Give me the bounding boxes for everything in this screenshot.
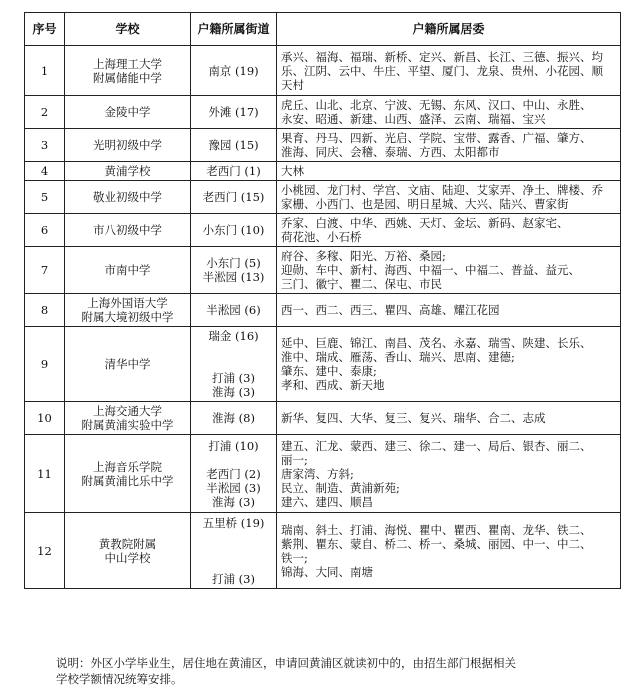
community-list xyxy=(277,162,621,181)
street-entry: 打浦 (3) xyxy=(212,371,255,385)
street-entry: 五里桥 (19) xyxy=(202,515,265,530)
row-number: 6 xyxy=(25,214,65,247)
street-list xyxy=(191,96,277,129)
school-name-line: 上海理工大学 xyxy=(93,56,162,71)
footnote xyxy=(56,655,616,687)
community-list xyxy=(277,181,621,214)
community-line: 府谷、多稼、阳光、万裕、桑园; xyxy=(281,249,446,263)
header-street: 户籍所属街道 xyxy=(191,13,277,46)
table-body xyxy=(25,46,621,589)
community-line: 淮中、瑞成、雁荡、香山、瑞兴、思南、建德; xyxy=(281,350,515,364)
street-list xyxy=(191,327,277,402)
table-row xyxy=(25,46,621,96)
street-entry: 半淞园 (6) xyxy=(206,303,261,317)
street-entry: 外滩 (17) xyxy=(208,105,259,119)
community-line: 建五、汇龙、蒙西、建三、徐二、建一、局后、银杏、丽二、 xyxy=(281,438,592,453)
community-line: 新华、复四、大华、复三、复兴、瑞华、合二、志成 xyxy=(281,411,546,425)
header-school: 学校 xyxy=(65,13,191,46)
school-name-line: 中山学校 xyxy=(104,550,151,565)
community-list xyxy=(277,214,621,247)
street-entry: 打浦 (10) xyxy=(208,438,259,453)
street-list xyxy=(191,247,277,294)
school-name-line: 黄浦学校 xyxy=(104,164,151,178)
street-spacer xyxy=(194,544,273,558)
row-number: 1 xyxy=(25,46,65,96)
community-line: 虎丘、山北、北京、宁波、无锡、东风、汉口、中山、永胜、 xyxy=(281,98,592,112)
street-spacer xyxy=(194,530,273,544)
table-row xyxy=(25,181,621,214)
community-line: 唐家湾、方斜; xyxy=(281,466,354,481)
school-name xyxy=(65,294,191,327)
school-name-line: 上海外国语大学 xyxy=(87,296,168,310)
school-name-line: 清华中学 xyxy=(104,357,151,371)
school-name xyxy=(65,46,191,96)
community-line: 大林 xyxy=(281,164,304,178)
community-line: 果育、丹马、四新、光启、学院、宝带、露香、广福、肇方、 xyxy=(281,131,592,145)
row-number: 4 xyxy=(25,162,65,181)
community-line: 延中、巨鹿、锦江、南昌、茂名、永嘉、瑞雪、陕建、长乐、 xyxy=(281,336,592,350)
street-entry: 打浦 (3) xyxy=(212,571,255,586)
street-list xyxy=(191,162,277,181)
community-line: 锦海、大同、南塘 xyxy=(281,564,373,579)
street-entry: 豫园 (15) xyxy=(208,138,259,152)
school-name-line: 附属黄浦比乐中学 xyxy=(81,473,174,488)
table-row xyxy=(25,129,621,162)
school-name-line: 黄教院附属 xyxy=(98,536,157,551)
row-number: 12 xyxy=(25,513,65,589)
community-list xyxy=(277,435,621,513)
row-number: 9 xyxy=(25,327,65,402)
street-list xyxy=(191,435,277,513)
street-entry: 老西门 (2) xyxy=(206,466,261,481)
school-name-line: 市南中学 xyxy=(104,263,151,277)
footnote-line: 学校学额情况统筹安排。 xyxy=(56,672,183,686)
school-name-line: 敬业初级中学 xyxy=(93,190,162,204)
community-line: 三门、徽宁、瞿二、保屯、市民 xyxy=(281,277,442,291)
row-number: 7 xyxy=(25,247,65,294)
school-name xyxy=(65,247,191,294)
community-line: 家栅、小西门、也是园、明日星城、大兴、陆兴、曹家街 xyxy=(281,197,569,211)
community-list xyxy=(277,247,621,294)
school-name xyxy=(65,96,191,129)
community-line: 小桃园、龙门村、学宫、文庙、陆迎、艾家弄、净土、牌楼、乔 xyxy=(281,183,603,197)
street-list xyxy=(191,181,277,214)
table-row xyxy=(25,435,621,513)
school-name-line: 附属大境初级中学 xyxy=(81,310,174,324)
street-spacer xyxy=(194,558,273,572)
school-name-line: 附属黄浦实验中学 xyxy=(81,418,174,432)
street-entry: 小东门 (10) xyxy=(202,223,265,237)
community-line: 肇东、建中、泰康; xyxy=(281,364,377,378)
community-line: 淮海、同庆、会稽、泰瑞、方西、太阳都市 xyxy=(281,145,500,159)
district-table xyxy=(24,12,621,589)
street-list xyxy=(191,129,277,162)
street-list xyxy=(191,294,277,327)
community-line: 紫荆、瞿东、蒙自、桥二、桥一、桑城、丽园、中一、中二、 xyxy=(281,536,592,551)
street-entry: 小东门 (5) xyxy=(206,256,261,270)
community-list xyxy=(277,513,621,589)
community-line: 乐、江阴、云中、牛庄、平望、厦门、龙泉、贵州、小花园、顺 xyxy=(281,63,603,78)
community-list xyxy=(277,46,621,96)
street-entry: 老西门 (1) xyxy=(206,164,261,178)
street-spacer xyxy=(194,357,273,371)
school-name-line: 光明初级中学 xyxy=(93,138,162,152)
community-line: 丽一; xyxy=(281,452,308,467)
school-name-line: 附属储能中学 xyxy=(93,70,162,85)
row-number: 10 xyxy=(25,402,65,435)
community-line: 乔家、白渡、中华、西姚、天灯、金坛、新码、赵家宅、 xyxy=(281,216,569,230)
school-name xyxy=(65,435,191,513)
table-row xyxy=(25,294,621,327)
school-name-line: 上海交通大学 xyxy=(93,404,162,418)
header-number: 序号 xyxy=(25,13,65,46)
row-number: 5 xyxy=(25,181,65,214)
table-row xyxy=(25,214,621,247)
community-line: 民立、制造、黄浦新苑; xyxy=(281,480,400,495)
community-line: 铁一; xyxy=(281,550,308,565)
community-line: 瑞南、斜土、打浦、海悦、瞿中、瞿西、瞿南、龙华、铁二、 xyxy=(281,522,592,537)
school-name-line: 市八初级中学 xyxy=(93,223,162,237)
street-entry: 南京 (19) xyxy=(208,63,259,78)
table-row xyxy=(25,96,621,129)
street-entry: 淮海 (3) xyxy=(212,385,255,399)
community-line: 建六、建四、顺昌 xyxy=(281,494,373,509)
community-list xyxy=(277,327,621,402)
street-entry: 淮海 (3) xyxy=(212,494,255,509)
street-entry: 半淞园 (13) xyxy=(202,270,265,284)
street-list xyxy=(191,402,277,435)
table-header-row xyxy=(25,13,621,46)
row-number: 8 xyxy=(25,294,65,327)
table-row xyxy=(25,247,621,294)
street-spacer xyxy=(194,343,273,357)
row-number: 11 xyxy=(25,435,65,513)
table-row xyxy=(25,162,621,181)
school-name-line: 上海音乐学院 xyxy=(93,459,162,474)
community-line: 孝和、西成、新天地 xyxy=(281,378,385,392)
street-list xyxy=(191,46,277,96)
street-entry: 老西门 (15) xyxy=(202,190,265,204)
community-line: 天村 xyxy=(281,77,304,92)
community-line: 承兴、福海、福瑞、新桥、定兴、新昌、长江、三德、振兴、均 xyxy=(281,49,603,64)
community-line: 永安、昭通、新建、山西、盛泽、云南、瑞福、宝兴 xyxy=(281,112,546,126)
row-number: 2 xyxy=(25,96,65,129)
community-line: 迎勋、车中、新村、海西、中福一、中福二、普益、益元、 xyxy=(281,263,580,277)
community-list xyxy=(277,129,621,162)
street-entry: 半淞园 (3) xyxy=(206,480,261,495)
community-line: 西一、西二、西三、瞿四、高雄、耀江花园 xyxy=(281,303,500,317)
school-name xyxy=(65,327,191,402)
school-name-line: 金陵中学 xyxy=(104,105,151,119)
school-name xyxy=(65,513,191,589)
school-name xyxy=(65,129,191,162)
community-list xyxy=(277,294,621,327)
table-row xyxy=(25,513,621,589)
school-name xyxy=(65,162,191,181)
table-row xyxy=(25,402,621,435)
street-list xyxy=(191,214,277,247)
street-spacer xyxy=(194,453,273,467)
school-name xyxy=(65,402,191,435)
community-list xyxy=(277,402,621,435)
school-name xyxy=(65,181,191,214)
footnote-line: 说明：外区小学毕业生，居住地在黄浦区，申请回黄浦区就读初中的，由招生部门根据相关 xyxy=(56,656,516,670)
community-line: 荷花池、小石桥 xyxy=(281,230,362,244)
table-row xyxy=(25,327,621,402)
row-number: 3 xyxy=(25,129,65,162)
school-name xyxy=(65,214,191,247)
street-entry: 瑞金 (16) xyxy=(208,329,259,343)
street-entry: 淮海 (8) xyxy=(212,411,255,425)
community-list xyxy=(277,96,621,129)
street-list xyxy=(191,513,277,589)
header-community: 户籍所属居委 xyxy=(277,13,621,46)
